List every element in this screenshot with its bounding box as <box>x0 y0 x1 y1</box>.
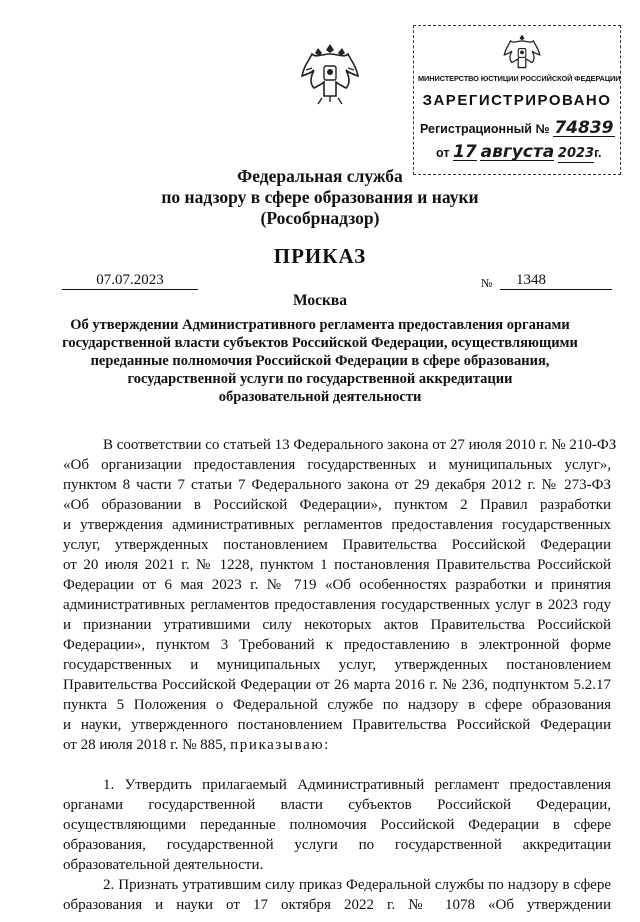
item2-line: 2. Признать утратившим силу приказ Федеральной службы по надзору в сфере <box>103 877 611 893</box>
order-number: 1348 <box>500 272 612 290</box>
number-sign: № <box>481 276 493 290</box>
stamp-date-prefix: от <box>436 146 450 160</box>
body-line: и науки, утвержденного постановлением Правительства Российской Федерации <box>63 717 611 733</box>
stamp-date-day: 17 <box>453 142 477 162</box>
subject-line: государственной услуги по государственной аккредитации <box>127 371 513 387</box>
city: Москва <box>292 292 348 309</box>
order-word: приказываю: <box>230 737 330 753</box>
body-line: В соответствии со статьей 13 Федерального закона от 27 июля 2010 г. № 210-ФЗ <box>103 437 617 453</box>
body-line: Федерации», пунктом 3 Требований к предоставлению в электронной форме <box>63 637 611 653</box>
stamp-ministry-text: МИНИСТЕРСТВО ЮСТИЦИИ РОССИЙСКОЙ ФЕДЕРАЦИИ <box>418 74 621 83</box>
stamp-date-suffix: г. <box>594 146 602 160</box>
subject-line: переданные полномочия Российской Федерации в сфере образования, <box>90 353 550 369</box>
subject-line: Об утверждении Административного регламента предоставления органами <box>70 317 570 333</box>
body-line: пункта 5 Положения о Федеральной службе по надзору в сфере образования <box>63 697 611 713</box>
item2-line: образования и науки от 17 октября 2022 г. № 1078 «Об утверждении <box>63 897 611 913</box>
body-line: от 28 июля 2018 г. № 885, <box>63 737 227 753</box>
body-line: и утверждения административных регламентов предоставления государственных <box>63 517 611 533</box>
body-line: от 20 июля 2021 г. № 1228, пунктом 1 постановления Правительства Российской <box>63 557 611 573</box>
item1-line: органами государственной власти субъектов Российской Федерации, <box>63 797 611 813</box>
subject-line: образовательной деятельности <box>218 389 422 405</box>
item1-line: осуществляющими переданные полномочия Российской Федерации в сфере <box>63 817 611 833</box>
stamp-date-month: августа <box>480 142 555 162</box>
agency-line: (Рособрнадзор) <box>260 208 380 228</box>
order-date: 07.07.2023 <box>62 272 198 290</box>
stamp-date-line <box>436 144 602 163</box>
stamp-coat-of-arms-icon <box>503 32 541 74</box>
body-line: государственных и муниципальных услуг, утвержденных постановлением <box>63 657 611 673</box>
body-line: административных регламентов предоставления государственных услуг в 2023 году <box>63 597 611 613</box>
body-line: услуг, утвержденных постановлением Правительства Российской Федерации <box>63 537 611 553</box>
item1-line: образовательной деятельности. <box>63 857 264 873</box>
subject-line: государственной власти субъектов Российской Федерации, осуществляющими <box>62 335 578 351</box>
item1-line: образования, государственной услуги по государственной аккредитации <box>63 837 611 853</box>
body-line: Федерации от 6 мая 2023 г. № 719 «Об особенностях разработки и принятия <box>63 577 611 593</box>
body-line: пунктом 8 части 7 статьи 7 Федерального закона от 29 декабря 2012 г. № 273-ФЗ <box>63 477 611 493</box>
order-title: ПРИКАЗ <box>273 244 367 268</box>
body-line: «Об образовании в Российской Федерации», пунктом 2 Правил разработки <box>63 497 611 513</box>
registration-stamp <box>413 25 621 175</box>
agency-line: по надзору в сфере образования и науки <box>161 187 479 207</box>
item1-line: 1. Утвердить прилагаемый Административный регламент предоставления <box>103 777 611 793</box>
stamp-date-year: 2023 <box>557 146 595 161</box>
stamp-reg-number: 74839 <box>554 118 614 138</box>
body-line: Правительства Российской Федерации от 26 марта 2016 г. № 236, подпунктом 5.2.17 <box>63 677 611 693</box>
stamp-registered-text: ЗАРЕГИСТРИРОВАНО <box>422 92 612 109</box>
stamp-reg-label: Регистрационный № <box>420 122 550 136</box>
coat-of-arms-icon <box>300 40 360 106</box>
body-line: и признании утратившими силу некоторых актов Правительства Российской <box>63 617 611 633</box>
agency-line: Федеральная служба <box>237 166 403 186</box>
body-line-last <box>63 736 611 754</box>
stamp-registration-line <box>420 120 615 137</box>
body-line: «Об организации предоставления государственных и муниципальных услуг», <box>63 457 611 473</box>
